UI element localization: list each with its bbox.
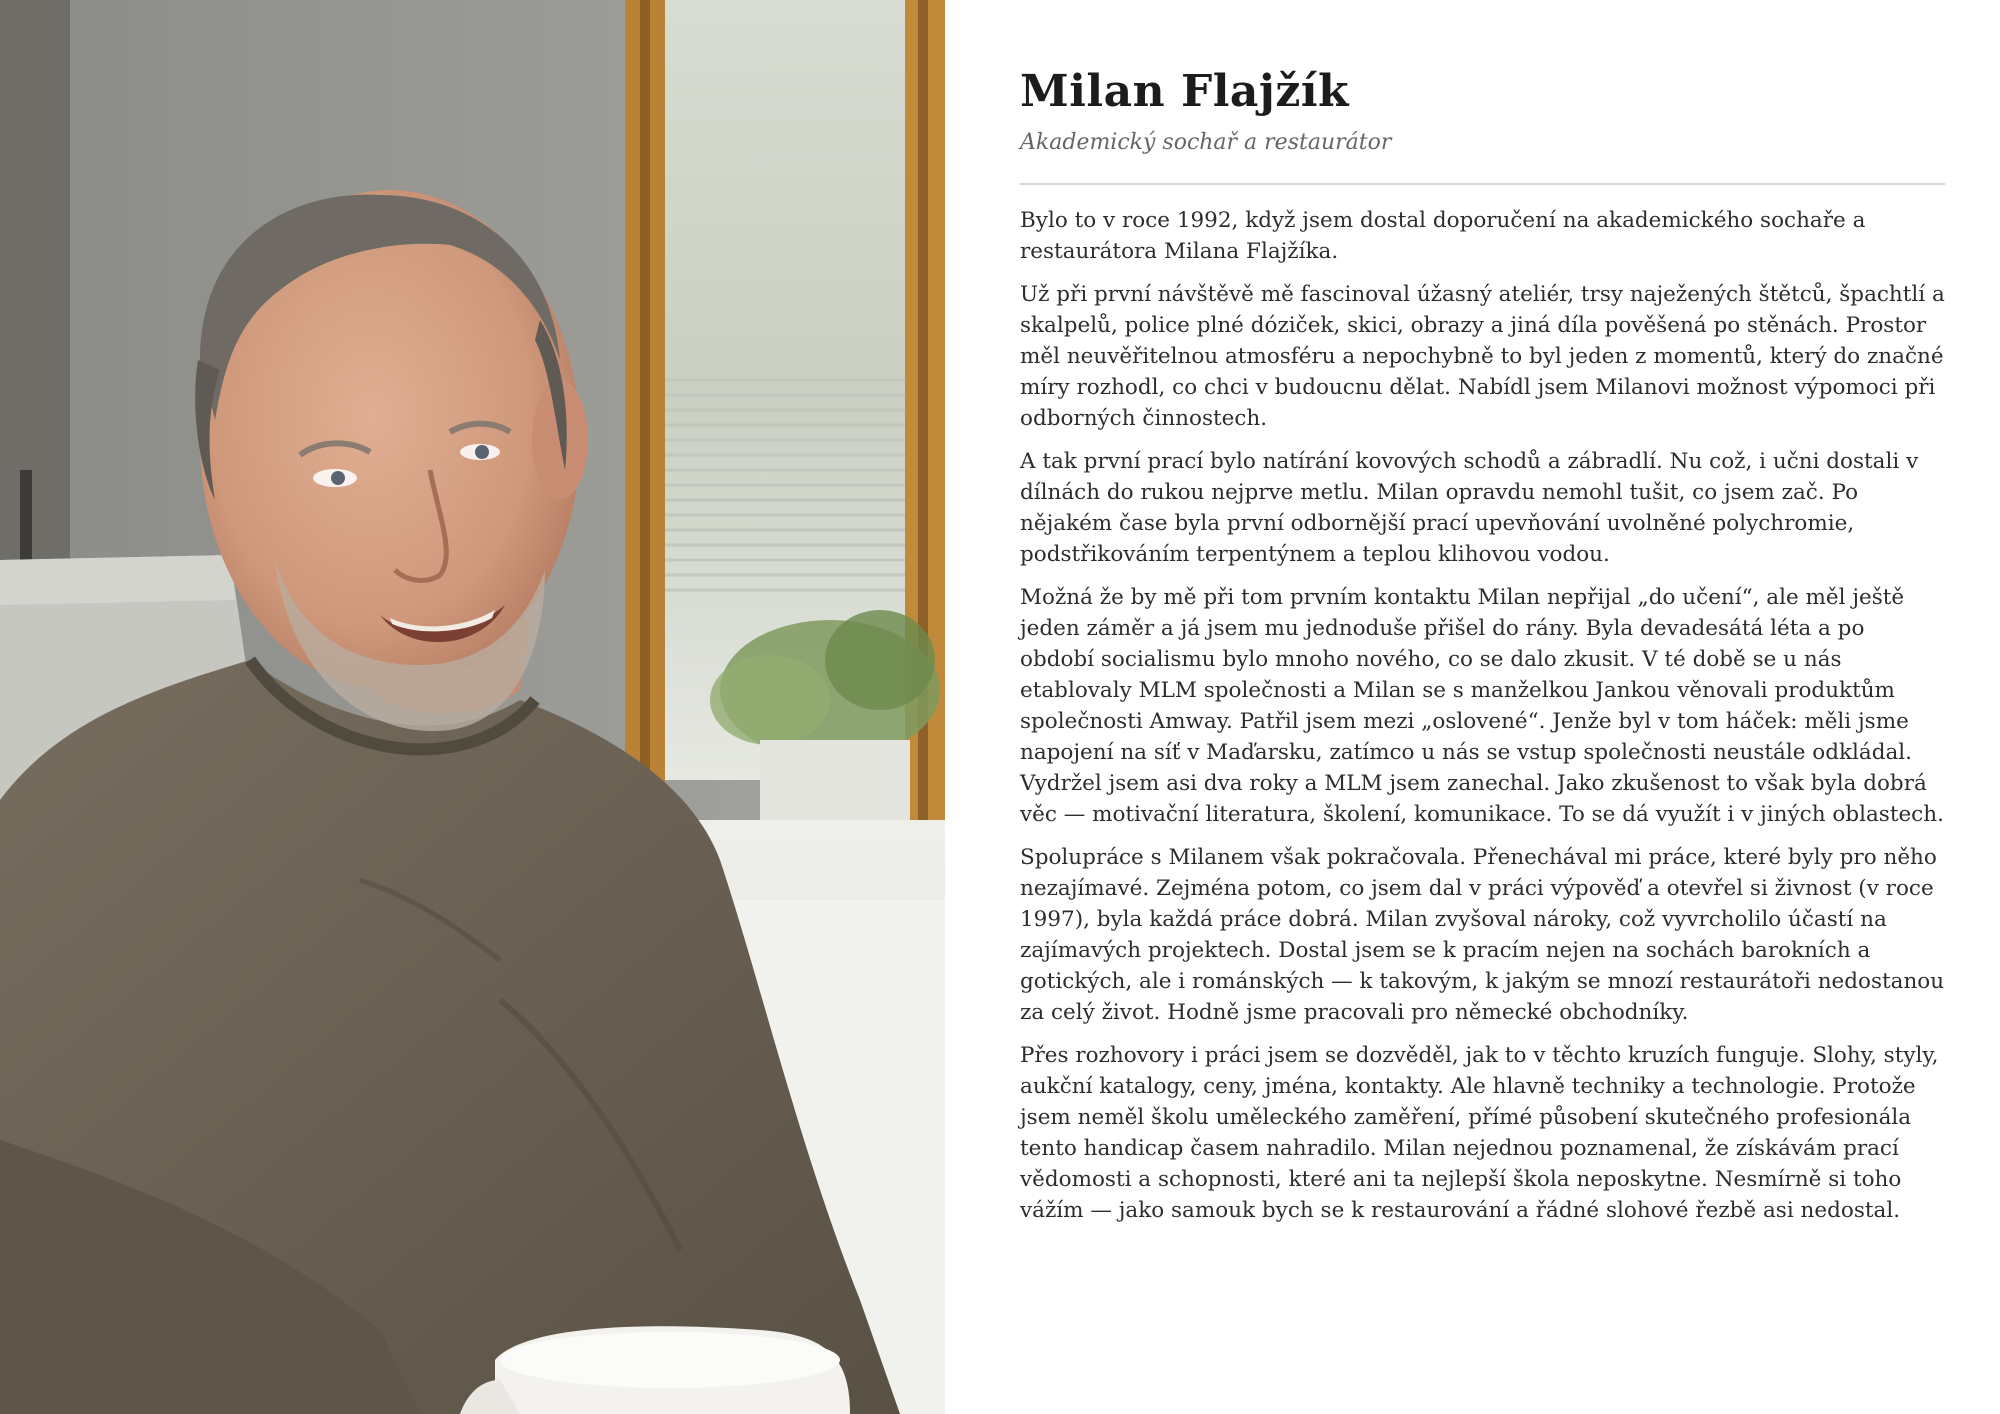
portrait-illustration — [0, 0, 945, 1414]
article-paragraph: Přes rozhovory i práci jsem se dozvěděl, jak to v těchto kruzích funguje. Slohy, styly, aukční katalogy, ceny, jména, kontakty. Ale hlavně techniky a technologie. Protože jsem neměl školu uměleckého zaměření, přímé působení skutečného profesionála tento handicap časem nahradilo. Milan nejednou poznamenal, že získávám prací vědomosti a schopnosti, které ani ta nejlepší škola neposkytne. Nesmírně si toho vážím — jako samouk bych se k restaurování a řádné slohové řezbě asi nedostal. — [1020, 1043, 1939, 1224]
article-paragraph: Možná že by mě při tom prvním kontaktu Milan nepřijal „do učení“, ale měl ještě jeden záměr a já jsem mu jednoduše přišel do rány. Byla devadesátá léta a po období socialismu bylo mnoho nového, co se dalo zkusit. V té době se u nás etablovaly MLM společnosti a Milan se s manželkou Jankou věnovali produktům společnosti Amway. Patřil jsem mezi „oslovené“. Jenže byl v tom háček: měli jsme napojení na síť v Maďarsku, zatímco u nás se vstup společnosti neustále odkládal. Vydržel jsem asi dva roky a MLM jsem zanechal. Jako zkušenost to však byla dobrá věc — motivační literatura, školení, komunikace. To se dá využít i v jiných oblastech. — [1020, 585, 1944, 828]
article-panel — [1020, 56, 1945, 1238]
article-paragraph: A tak první prací bylo natírání kovových schodů a zábradlí. Nu což, i učni dostali v dílnách do rukou nejprve metlu. Milan opravdu nemohl tušit, co jsem zač. Po nějakém čase byla první odbornější prací upevňování uvolněné polychromie, podstřikováním terpentýnem a teplou klihovou vodou. — [1020, 449, 1919, 568]
title-divider — [1020, 183, 1945, 185]
article-paragraph: Už při první návštěvě mě fascinoval úžasný ateliér, trsy naježených štětců, špachtlí a skalpelů, police plné dóziček, skici, obrazy a jiná díla pověšená po stěnách. Prostor měl neuvěřitelnou atmosféru a nepochybně to byl jeden z momentů, který do značné míry rozhodl, co chci v budoucnu dělat. Nabídl jsem Milanovi možnost výpomoci při odborných činnostech. — [1020, 282, 1945, 432]
page-title: Milan Flajžík — [1020, 66, 1350, 117]
portrait-photo — [0, 0, 945, 1414]
article-paragraph: Spolupráce s Milanem však pokračovala. Přenechával mi práce, které byly pro něho nezajímavé. Zejména potom, co jsem dal v práci výpověď a otevřel si živnost (v roce 1997), byla každá práce dobrá. Milan zvyšoval nároky, což vyvrcholilo účastí na zajímavých projektech. Dostal jsem se k pracím nejen na sochách barokních a gotických, ale i románských — k takovým, k jakým se mnozí restaurátoři nedostanou za celý život. Hodně jsme pracovali pro německé obchodníky. — [1020, 845, 1945, 1026]
page-subtitle: Akademický sochař a restaurátor — [1020, 129, 1392, 155]
article-paragraph: Bylo to v roce 1992, když jsem dostal doporučení na akademického sochaře a restaurátora Milana Flajžíka. — [1020, 208, 1866, 265]
